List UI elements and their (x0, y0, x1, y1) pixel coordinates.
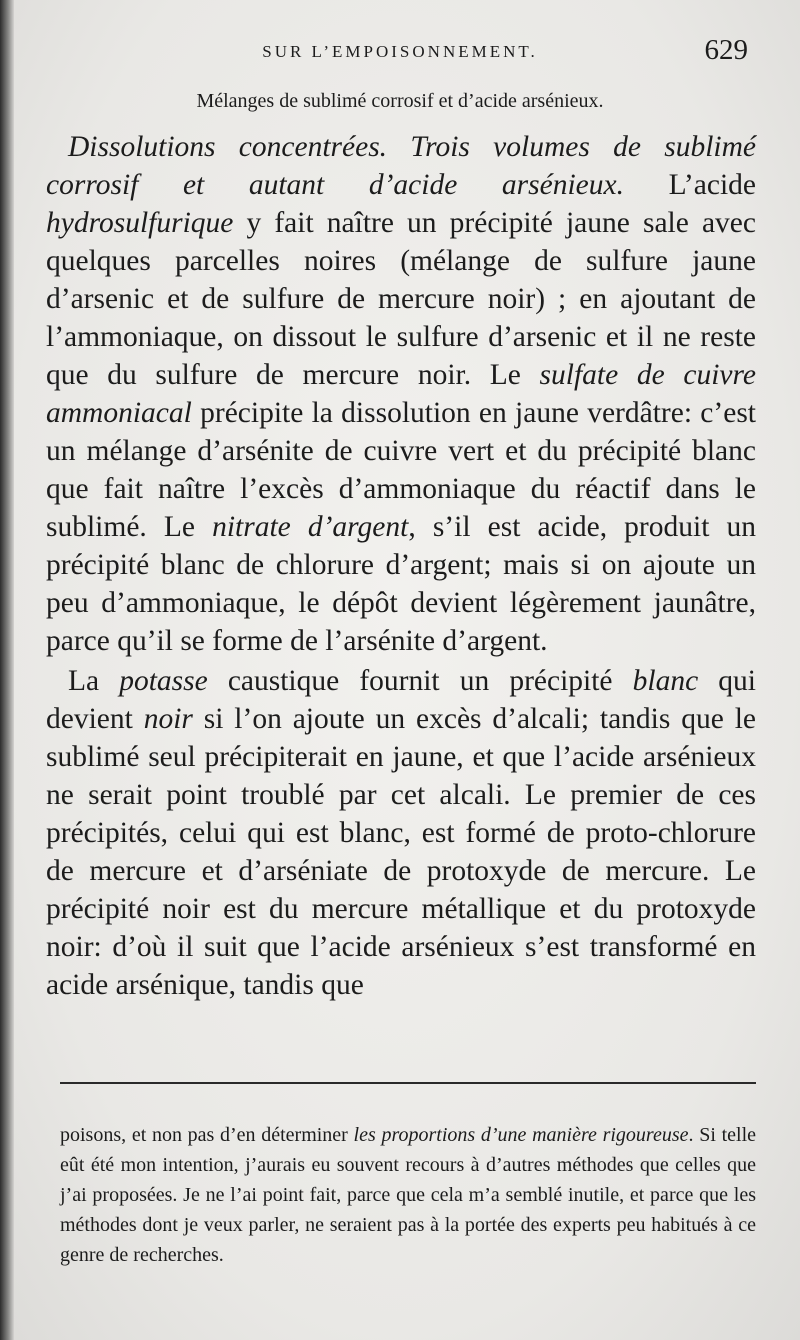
text-run: si l’on ajoute un excès d’alcali; tandis que le sublimé seul précipiterait en jaune, et que l’acide arsénieux ne serait point troublé par cet alcali. Le premier de ces précipités, celui qui est blanc, est formé de proto-chlorure de mercure et d’arséniate de protoxyde de mercure. Le précipité noir est du mercure métallique et du protoxyde noir: d’où il suit que l’acide arsénieux s’est transformé en acide arsénique, tandis que (46, 703, 756, 1001)
section-subtitle: Mélanges de sublimé corrosif et d’acide arsénieux. (196, 90, 604, 112)
body-paragraph (46, 662, 756, 1004)
text-run: qui devient (46, 665, 756, 735)
italic-text-run: nitrate d’argent (212, 511, 409, 543)
footnote-rule (60, 1082, 756, 1084)
page-gutter-shadow (0, 0, 14, 1340)
text-run: . Si telle eût été mon intention, j’aurais eu souvent recours à d’autres méthodes que celles que j’ai proposées. Je ne l’ai point fait, parce que cela m’a semblé inutile, et parce que les méthodes dont je veux parler, ne seraient pas à la portée des experts peu habitués à ce genre de recherches. (60, 1124, 757, 1266)
running-head-title: SUR L’EMPOISONNEMENT. (262, 42, 538, 61)
text-run: caustique fournit un précipité (207, 665, 633, 697)
main-text (46, 128, 756, 1004)
italic-text-run: Dissolutions concentrées. Trois volumes de sublimé corrosif et autant d’acide arsénieux. (46, 131, 756, 201)
footnote (60, 1120, 756, 1270)
text-run: L’acide (624, 169, 756, 201)
text-run: poisons, et non pas d’en déterminer (60, 1124, 354, 1146)
footnote-paragraph (60, 1120, 756, 1270)
italic-text-run: sulfate de cuivre ammoniacal (46, 359, 757, 429)
body-paragraph (46, 128, 756, 660)
page-number: 629 (704, 34, 748, 66)
italic-text-run: les proportions d’une manière rigoureuse (353, 1124, 689, 1146)
text-run: précipite la dissolution en jaune verdâtre: c’est un mélange d’arsénite de cuivre vert et du précipité blanc que fait naître l’excès d’ammoniaque du réactif dans le sublimé. Le (46, 397, 756, 543)
text-run: , s’il est acide, produit un précipité blanc de chlorure d’argent; mais si on ajoute un peu d’ammoniaque, le dépôt devient légèrement jaunâtre, parce qu’il se forme de l’arsénite d’argent. (46, 511, 756, 657)
text-run: La (68, 665, 120, 697)
italic-text-run: hydrosulfurique (46, 207, 234, 239)
italic-text-run: potasse (119, 665, 208, 697)
italic-text-run: noir (143, 703, 193, 735)
text-run: y fait naître un précipité jaune sale avec quelques parcelles noires (mélange de sulfure jaune d’arsenic et de sulfure de mercure noir) ; en ajoutant de l’ammoniaque, on dissout le sulfure d’arsenic et il ne reste que du sulfure de mercure noir. Le (46, 207, 756, 391)
italic-text-run: blanc (632, 665, 699, 697)
running-head (0, 34, 800, 74)
